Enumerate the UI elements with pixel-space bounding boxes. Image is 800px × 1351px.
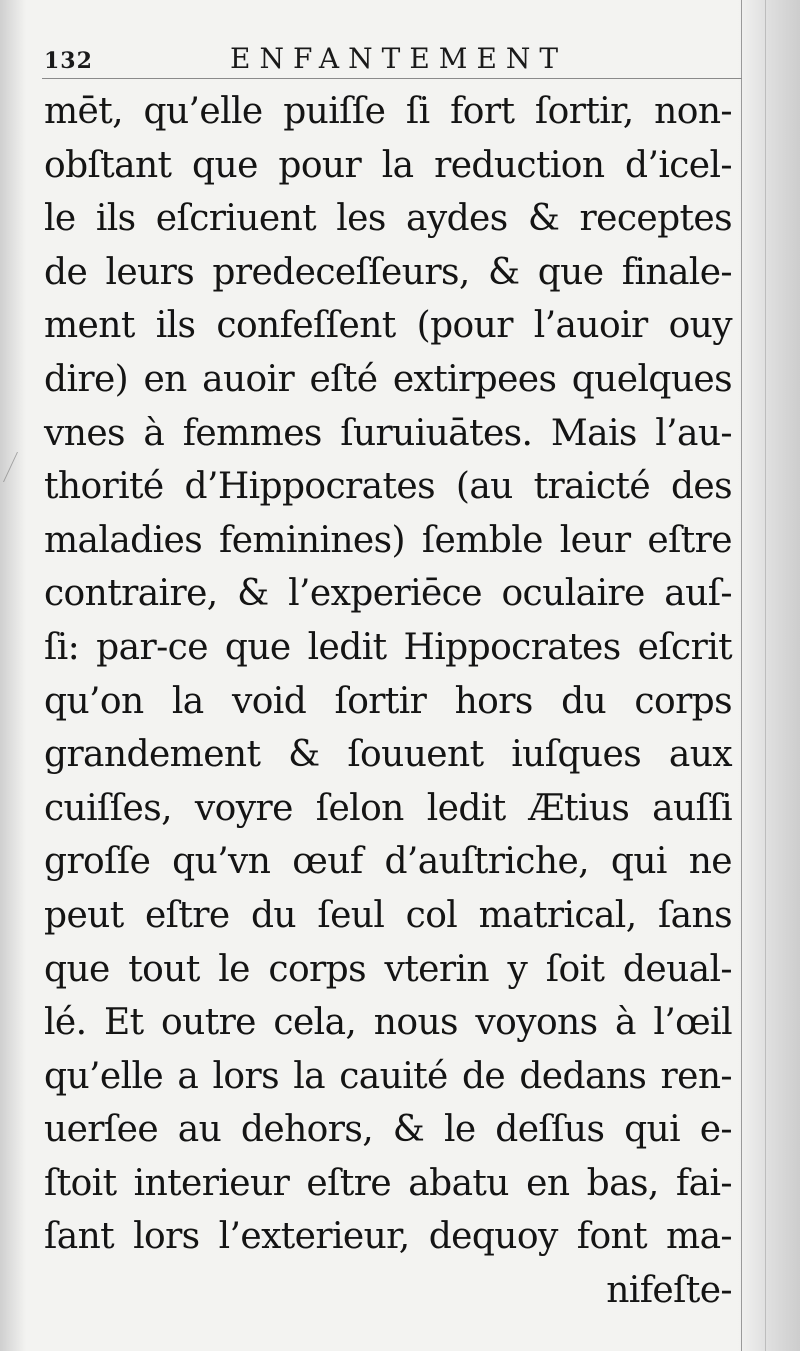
catchword: nifeſte- [606,1270,732,1312]
text-line: groſſe qu’vn œuf d’auſtriche, qui ne [44,841,732,883]
page-edge-line [765,0,766,1351]
header-rule [42,78,742,79]
text-line: ſant lors l’exterieur, dequoy font ma- [44,1216,732,1258]
text-line: de leurs predeceſſeurs, & que finale- [44,251,732,293]
text-line: dire) en auoir eſté extirpees quelques [44,358,732,400]
body-text [44,85,732,1318]
text-line: le ils eſcriuent les aydes & receptes [44,198,732,240]
text-line: qu’on la void ſortir hors du corps [44,680,732,722]
text-line: uerſee au dehors, & le deſſus qui e- [44,1109,732,1151]
text-line: maladies feminines) ſemble leur eſtre [44,519,732,561]
text-line: lé. Et outre cela, nous voyons à l’œil [44,1002,732,1044]
page-number: 132 [44,48,93,74]
text-line: contraire, & l’experiēce oculaire auſ- [44,573,732,615]
page-edge-shadow [738,0,800,1351]
text-line: obſtant que pour la reduction d’icel- [44,144,732,186]
text-line: que tout le corps vterin y ſoit deual- [44,948,732,990]
text-line: mēt, qu’elle puiſſe ſi fort ſortir, non- [44,91,732,132]
text-line: thorité d’Hippocrates (au traicté des [44,466,732,508]
text-line: cuiſſes, voyre ſelon ledit Ætius auſſi [44,787,732,829]
text-line: ſi: par-ce que ledit Hippocrates eſcrit [44,626,732,668]
running-head [44,42,744,82]
text-line: ſtoit interieur eſtre abatu en bas, fai- [44,1162,732,1204]
page-edge-line [741,0,742,1351]
text-line: qu’elle a lors la cauité de dedans ren- [44,1055,732,1097]
running-title: ENFANTEMENT [230,42,568,75]
text-line: vnes à femmes ſuruiuātes. Mais l’au- [44,412,732,454]
text-line: ment ils confeſſent (pour l’auoir ouy [44,305,732,347]
text-line: peut eſtre du ſeul col matrical, ſans [44,894,732,936]
margin-mark [3,452,32,482]
text-line: grandement & ſouuent iuſques aux [44,734,732,776]
